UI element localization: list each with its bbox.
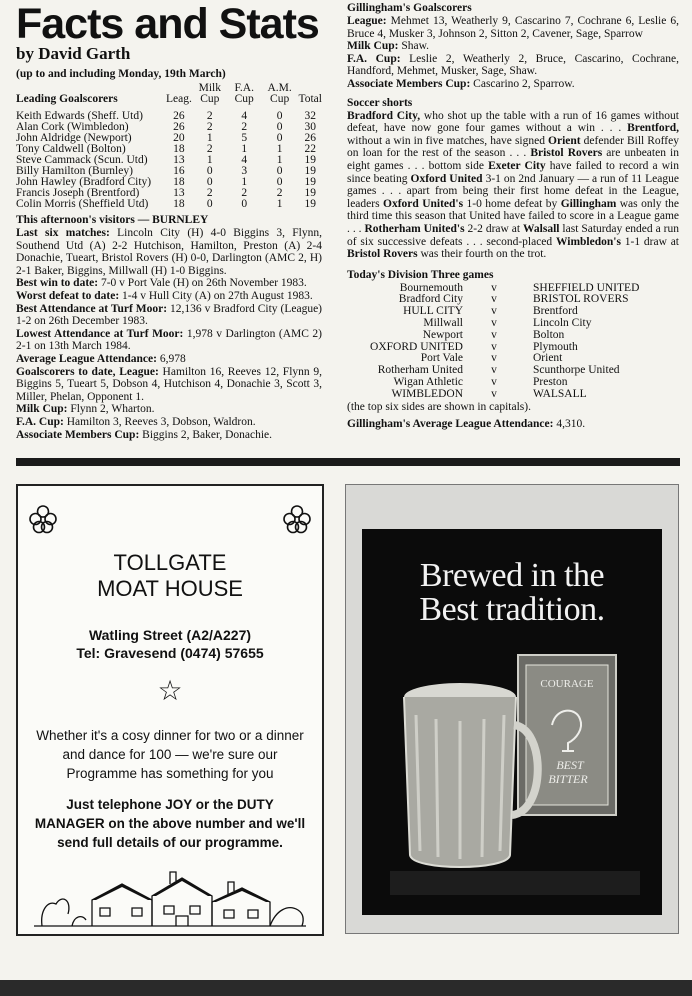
beer-and-pack-illustration — [390, 635, 640, 895]
tollgate-advert — [16, 484, 324, 936]
hotel-telephone: Tel: Gravesend (0474) 57655 — [76, 645, 264, 661]
byline: by David Garth — [16, 44, 131, 63]
best-win: Best win to date: 7-0 v Port Vale (H) on 26th November 1983. — [16, 277, 307, 290]
pack-label-line1: BEST — [556, 758, 584, 772]
fixture-row: WIMBLEDON v WALSALL — [391, 387, 587, 400]
advert-call-to-action: Just telephone JOY or the DUTY MANAGER on the above number and we'll send full details of our programme. — [34, 797, 306, 850]
fixture-row: Rotherham United v Scunthorpe United — [377, 364, 620, 377]
fixture-row: Millwall v Lincoln City — [423, 317, 592, 330]
burnley-am-cup: Associate Members Cup: Biggins 2, Baker, Donachie. — [16, 428, 273, 441]
burnley-milk-cup: Milk Cup: Flynn 2, Wharton. — [16, 403, 155, 416]
courage-advert — [345, 484, 679, 934]
hotel-name-line2: MOAT HOUSE — [97, 576, 243, 601]
divider-rule — [16, 458, 680, 466]
fixture-row: Bournemouth v SHEFFIELD UNITED — [399, 281, 640, 294]
table-row: Keith Edwards (Sheff. Utd) 26 2 4 0 32 — [16, 110, 316, 122]
hotel-address: Watling Street (A2/A227) — [88, 627, 252, 643]
table-row: Steve Cammack (Scun. Utd) 13 1 4 1 19 — [16, 154, 316, 166]
slogan-line1: Brewed in the — [419, 557, 605, 594]
flower-icon — [28, 504, 58, 534]
fixture-row: Wigan Athletic v Preston — [393, 376, 568, 389]
date-note: (up to and including Monday, 19th March) — [16, 68, 226, 80]
flower-icon — [282, 504, 312, 534]
goalscorers-table — [16, 83, 322, 210]
last-six-matches: Last six matches: Lincoln City (H) 4-0 Biggins 3, Flynn, Southend Utd (A) 2-2 Hutchison, Hamilton, Preston (A) 2-4 Donachie, Tueart, Bristol Rovers (H) 0-0, Darlington (AMC 2, H) 2-1 Baker, Biggins, Millwall (H) 1-0 Biggins. — [16, 227, 323, 277]
fixture-row: HULL CITY v Brentford — [403, 305, 578, 318]
lowest-attendance: Lowest Attendance at Turf Moor: 1,978 v Darlington (AMC 2) 2-1 on 13th March 1984. — [16, 327, 322, 353]
gillingham-average-attendance: Gillingham's Average League Attendance: 4,310. — [347, 418, 586, 431]
col-header: Milk Cup — [198, 82, 221, 105]
gillingham-milk-cup: Milk Cup: Shaw. — [347, 40, 430, 53]
star-icon: ☆ — [157, 675, 183, 706]
fixture-row: Bradford City v BRISTOL ROVERS — [398, 293, 629, 306]
advert-photo — [362, 529, 662, 915]
fixtures-heading: Today's Division Three games — [347, 268, 494, 281]
fixtures-note: (the top six sides are shown in capitals). — [347, 400, 531, 413]
table-row: John Hawley (Bradford City) 18 0 1 0 19 — [16, 176, 316, 188]
gillingham-fa-cup: F.A. Cup: Leslie 2, Weatherly 2, Bruce, Cascarino, Cochrane, Handford, Mehmet, Musker, Sage, Shaw. — [347, 52, 679, 78]
col-header: A.M. Cup — [267, 82, 292, 105]
gillingham-heading: Gillingham's Goalscorers — [347, 2, 472, 14]
soccer-shorts-text: Bradford City, who shot up the table with a run of 16 games without defeat, have now gone four games without a win . . . Brentford, without a win in five matches, have signed Orient defender Bill Roffey on loan for the rest of the season . . . Bristol Rovers are unbeaten in eight games . . . bottom side Exeter City have failed to record a win since beating Oxford United 3-1 on 2nd January — a run of 11 League games . . . apart from being their first home defeat in the League, leaders Oxford United's 1-0 home defeat by Gillingham was only the third time this season that United have failed to score in a League game . . . Rotherham United's 2-2 draw at Walsall last Saturday ended a run of six successive defeats . . . second-placed Wimbledon's 1-1 draw at Bristol Rovers was their fourth on the trot. — [347, 109, 680, 261]
gillingham-column — [347, 0, 679, 431]
advert-slogan — [362, 559, 662, 627]
soccer-shorts-heading: Soccer shorts — [347, 96, 413, 109]
burnley-fa-cup: F.A. Cup: Hamilton 3, Reeves 3, Dobson, Waldron. — [16, 415, 256, 428]
gillingham-league: League: Mehmet 13, Weatherly 9, Cascarino 7, Cochrane 6, Leslie 6, Bruce 4, Musker 3, Johnson 2, Sitton 2, Cavener, Sage, Sparrow — [347, 15, 679, 40]
fixture-row: Newport v Bolton — [422, 328, 565, 341]
table-row: Billy Hamilton (Burnley) 16 0 3 0 19 — [16, 165, 316, 177]
col-header: Total — [298, 93, 322, 105]
table-row: Colin Morris (Sheffield Utd) 18 0 0 1 19 — [16, 198, 316, 210]
fixtures-table — [347, 283, 639, 401]
gillingham-am-cup: Associate Members Cup: Cascarino 2, Sparrow. — [347, 77, 575, 90]
hotel-building-illustration — [32, 870, 308, 928]
visitors-heading: This afternoon's visitors — BURNLEY — [16, 214, 209, 226]
bottom-edge-bar — [0, 980, 692, 996]
facts-column — [16, 0, 322, 441]
pack-label-line2: BITTER — [548, 772, 588, 786]
col-header: F.A. Cup — [234, 82, 254, 105]
burnley-league-scorers: Goalscorers to date, League: Hamilton 16, Reeves 12, Flynn 9, Biggins 5, Tueart 5, Dobson 4, Hutchison 4, Donachie 3, Scott 3, Miller, Phelan, Opponent 1. — [16, 365, 322, 403]
fixture-row: OXFORD UNITED v Plymouth — [370, 340, 578, 353]
page-title: Facts and Stats — [16, 0, 319, 48]
slogan-line2: Best tradition. — [419, 591, 605, 628]
table-row: John Aldridge (Newport) 20 1 5 0 26 — [16, 132, 316, 144]
table-row: Tony Caldwell (Bolton) 18 2 1 1 22 — [16, 143, 316, 155]
fixture-row: Port Vale v Orient — [420, 352, 563, 365]
goalscorers-label: Leading Goalscorers — [16, 93, 118, 105]
pack-brand-text: COURAGE — [540, 678, 594, 690]
worst-defeat: Worst defeat to date: 1-4 v Hull City (A) on 27th August 1983. — [16, 289, 313, 302]
col-header: Leag. — [166, 93, 192, 105]
table-row: Alan Cork (Wimbledon) 26 2 2 0 30 — [16, 121, 316, 133]
best-attendance: Best Attendance at Turf Moor: 12,136 v Bradford City (League) 1-2 on 26th December 1983. — [16, 302, 322, 328]
table-row: Francis Joseph (Brentford) 13 2 2 2 19 — [16, 187, 316, 199]
hotel-name-line1: TOLLGATE — [113, 550, 227, 575]
average-attendance: Average League Attendance: 6,978 — [16, 352, 186, 365]
advert-body: Whether it's a cosy dinner for two or a dinner and dance for 100 — we're sure our Programme has something for you — [36, 728, 304, 781]
